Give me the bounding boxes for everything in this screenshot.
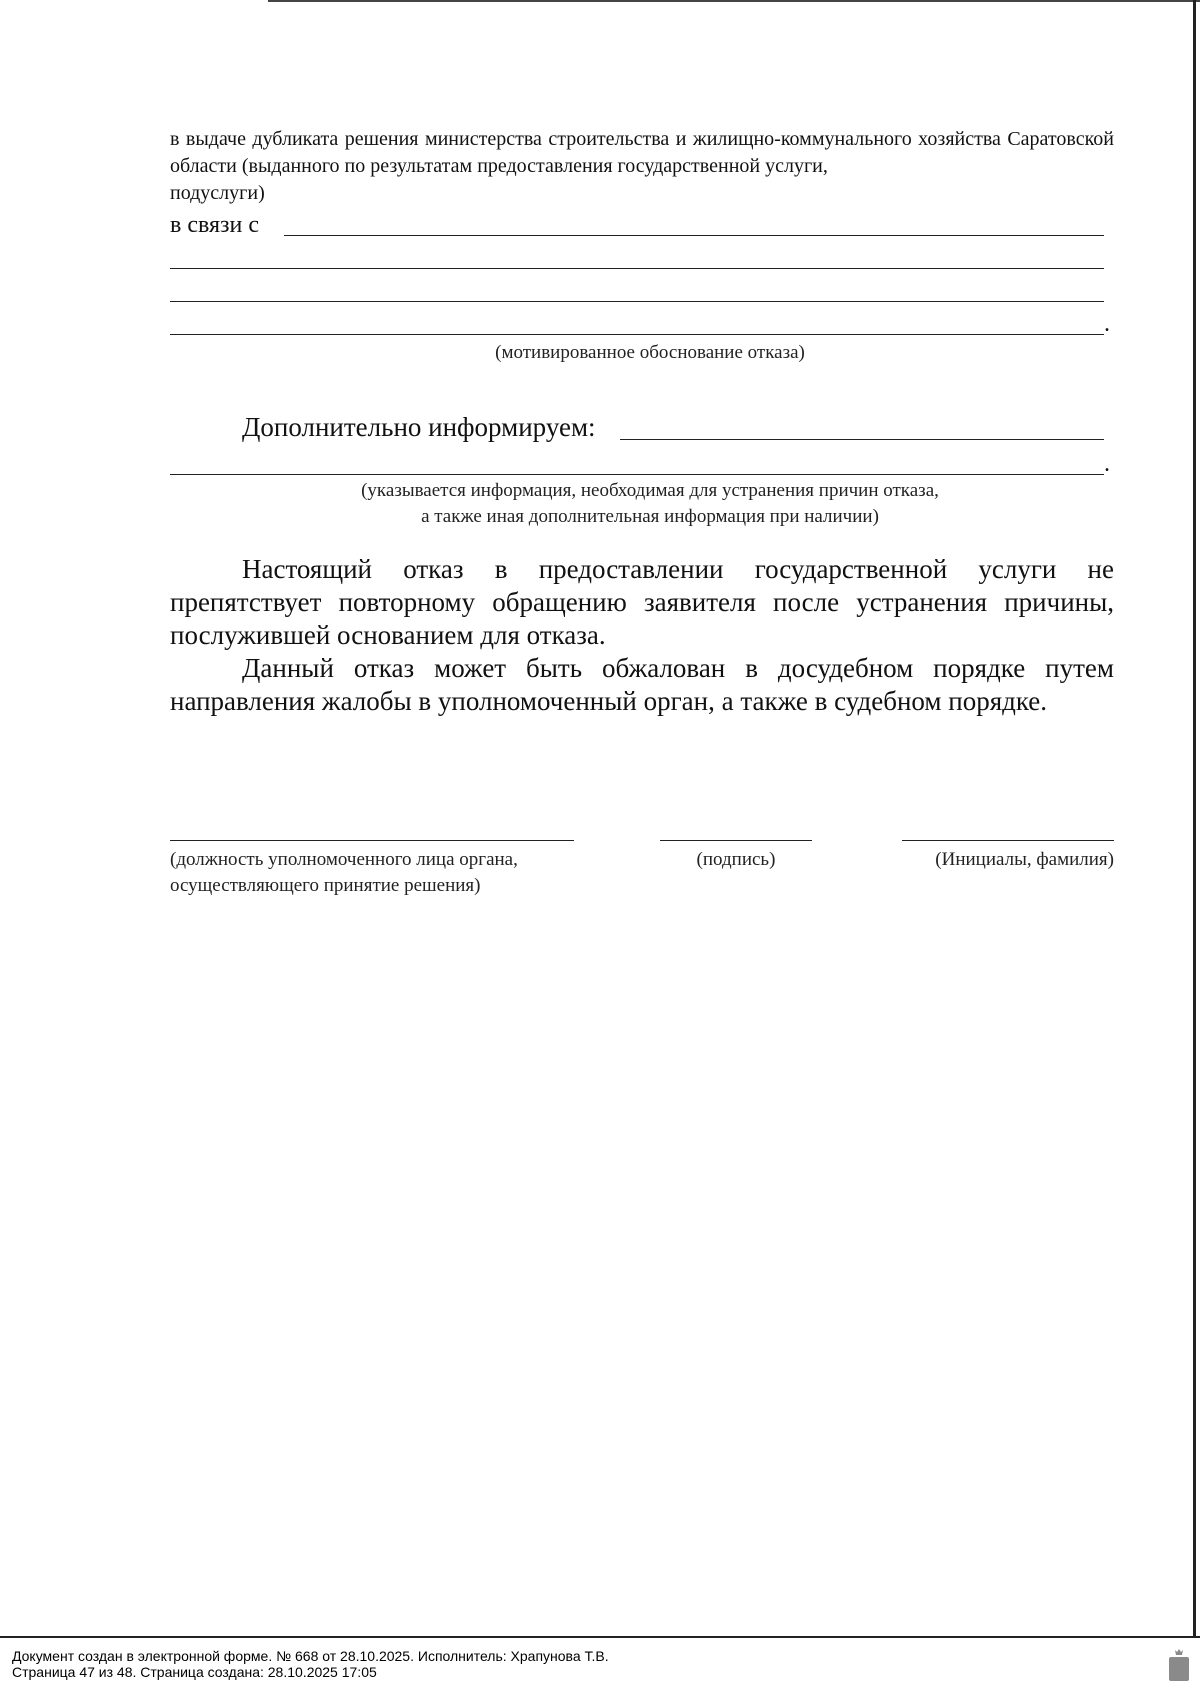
page-border-bottom (0, 1636, 1200, 1638)
name-caption: (Инициалы, фамилия) (935, 849, 1114, 870)
appeal-paragraph: Данный отказ может быть обжалован в досудебном порядке путем направления жалобы в уполномоченный орган, а также в судебном порядке. (170, 653, 1114, 716)
signature-caption: (подпись) (696, 849, 776, 870)
additional-info-line-1 (620, 439, 1104, 440)
coat-of-arms-icon (1168, 1648, 1190, 1682)
additional-info-end-mark: . (1104, 451, 1110, 477)
reason-end-mark: . (1104, 311, 1110, 337)
reason-label: в связи с (170, 212, 260, 238)
additional-info-label: Дополнительно информируем: (242, 412, 596, 442)
reason-line-2 (170, 268, 1104, 269)
footer-line-1: Документ создан в электронной форме. № 668 от 28.10.2025. Исполнитель: Храпунова Т.В. (12, 1648, 609, 1664)
position-signature-line (170, 840, 574, 841)
reason-caption: (мотивированное обоснование отказа) (495, 342, 805, 363)
signature-line (660, 840, 812, 841)
page-border-right (1193, 0, 1196, 1636)
position-caption-1: (должность уполномоченного лица органа, (170, 849, 518, 870)
reason-line-3 (170, 301, 1104, 302)
reason-line-1 (284, 235, 1104, 236)
additional-info-line-2 (170, 474, 1104, 475)
page-border-top (268, 0, 1200, 2)
reason-line-4 (170, 334, 1104, 335)
intro-text-last-line: подуслуги) (170, 182, 265, 204)
additional-info-caption-2: а также иная дополнительная информация при наличии) (421, 506, 879, 527)
refusal-paragraph: Настоящий отказ в предоставлении государственной услуги не препятствует повторному обращению заявителя после устранения причины, послужившей основанием для отказа. (170, 554, 1114, 650)
intro-text: в выдаче дубликата решения министерства строительства и жилищно-коммунального хозяйства Саратовской области (выданного по результатам предоставления государственной услуги, (170, 128, 1114, 177)
position-caption-2: осуществляющего принятие решения) (170, 875, 481, 896)
footer-line-2: Страница 47 из 48. Страница создана: 28.10.2025 17:05 (12, 1664, 377, 1680)
name-signature-line (902, 840, 1114, 841)
additional-info-caption-1: (указывается информация, необходимая для устранения причин отказа, (361, 480, 939, 501)
